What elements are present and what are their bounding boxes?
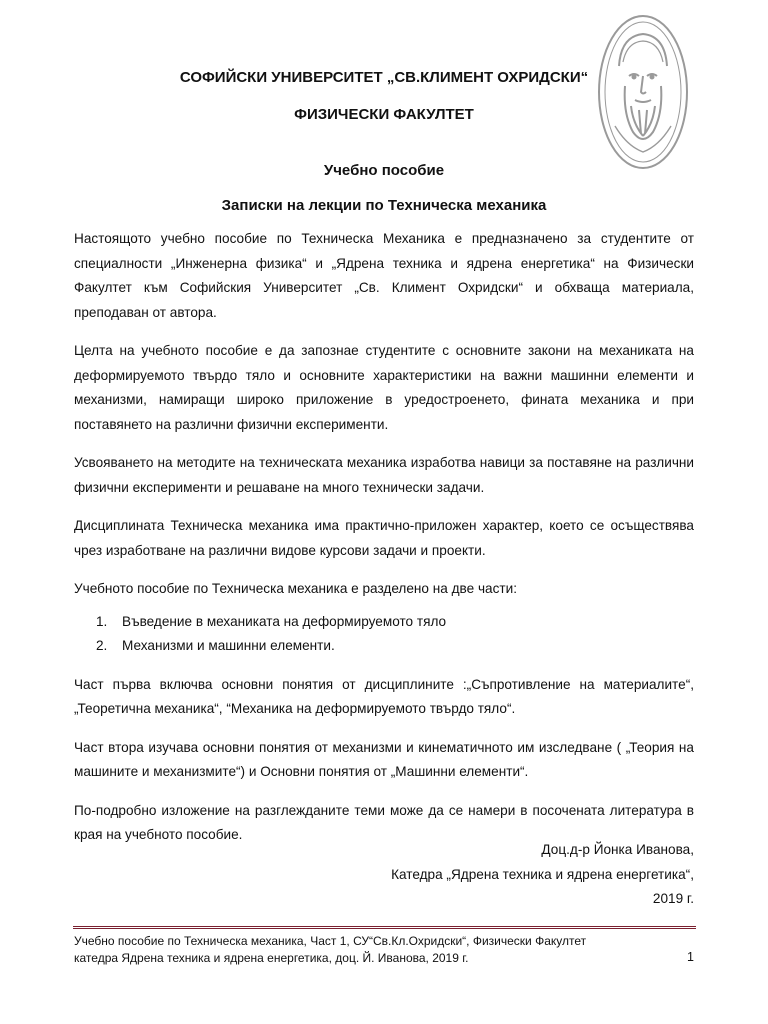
structure-paragraph: Учебното пособие по Техническа механика е разделено на две части: xyxy=(74,581,517,596)
document-year: 2019 г. xyxy=(652,891,694,906)
faculty-name: ФИЗИЧЕСКИ ФАКУЛТЕТ xyxy=(294,106,474,123)
author-department: Катедра „Ядрена техника и ядрена енергетика“, xyxy=(391,866,694,882)
author-name: Доц.д-р Йонка Иванова, xyxy=(541,842,694,857)
parts-list xyxy=(74,610,694,659)
part-two-paragraph: Част втора изучава основни понятия от механизми и кинематичното им изследване ( „Теория на машините и механизмите“) и Основни понятия от „Машинни елементи“. xyxy=(74,739,694,779)
intro-paragraph: Настоящото учебно пособие по Техническа Механика е предназначено за студентите от специалности „Инженерна физика“ и „Ядрена техника и ядрена енергетика“ на Физически Факултет към Софийския Университет „Св. Климент Охридски“ и обхваща материала, преподаван от автора. xyxy=(74,231,694,320)
document-body xyxy=(74,227,694,862)
footer-divider xyxy=(73,926,696,927)
list-item-number: 2. xyxy=(96,638,108,653)
signature-block xyxy=(294,838,694,912)
purpose-paragraph: Целта на учебното пособие е да запознае студентите с основните закони на механиката на деформируемото твърдо тяло и основните характеристики на важни машинни елементи и механизми, намиращи широко приложение в уредостроенето, фината механика и при поставянето на различни физични експерименти. xyxy=(74,343,694,432)
university-name: СОФИЙСКИ УНИВЕРСИТЕТ „СВ.КЛИМЕНТ ОХРИДСКИ“ xyxy=(179,69,589,86)
methods-paragraph: Усвояването на методите на техническата механика изработва навици за поставяне на различни физични експерименти и решаване на много технически задачи. xyxy=(74,455,694,495)
details-paragraph: По-подробно изложение на разглежданите теми може да се намери в посочената литература в края на учебното пособие. xyxy=(74,802,694,842)
page-number: 1 xyxy=(687,950,694,964)
footer-line-1: Учебно пособие по Техническа механика, Част 1, СУ“Св.Кл.Охридски“, Физически Факултет xyxy=(74,934,587,948)
discipline-paragraph: Дисциплината Техническа механика има практично-приложен характер, което се осъществява чрез изработване на различни видове курсови задачи и проекти. xyxy=(74,518,694,558)
part-one-paragraph: Част първа включва основни понятия от дисциплините :„Съпротивление на материалите“, „Теоретична механика“, “Механика на деформируемото твърдо тяло“. xyxy=(74,676,694,716)
list-item-text: Въведение в механиката на деформируемото тяло xyxy=(122,613,447,629)
list-item-text: Механизми и машинни елементи. xyxy=(122,638,335,653)
list-item xyxy=(74,634,694,659)
list-item-number: 1. xyxy=(96,613,108,629)
page-footer xyxy=(74,933,696,967)
document-title: Записки на лекции по Техническа механика xyxy=(221,197,547,214)
document-subtitle: Учебно пособие xyxy=(323,162,445,179)
university-seal-logo xyxy=(597,14,689,170)
list-item xyxy=(74,610,694,635)
footer-line-2: катедра Ядрена техника и ядрена енергетика, доц. Й. Иванова, 2019 г. xyxy=(74,951,469,965)
